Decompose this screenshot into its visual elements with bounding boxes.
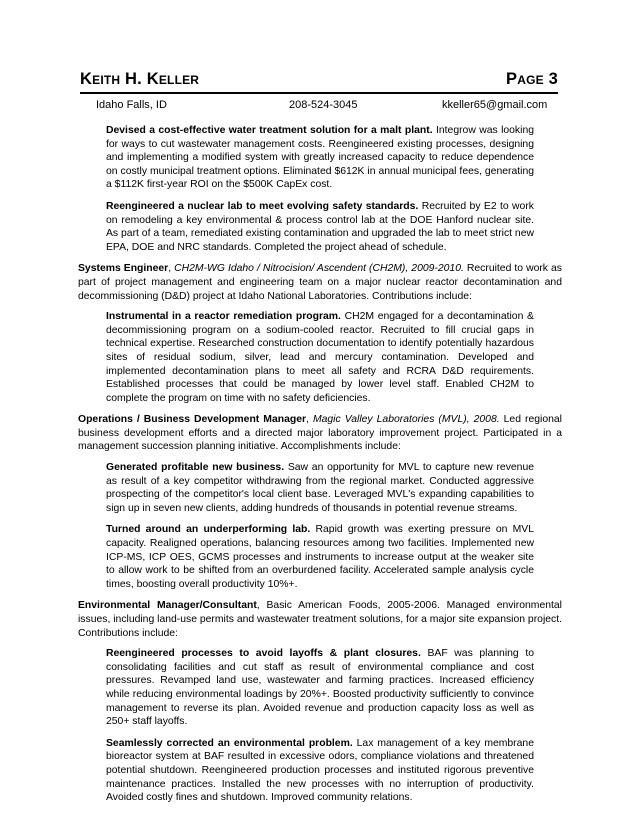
accomplishment-text: CH2M engaged for a decontamination & decommissioning program on a sodium-cooled reactor. Recruited to fill crucial gaps in technical expertise. Researched construction documentation to identify potentially hazardous sites of residual sodium, silver, lead and mercury contamination. Developed and implemented decontamination plans to meet all safety and RCRA D&D requirements. Established processes that could be managed by lower level staff. Enabled CH2M to complete the program on time with no safety deficiencies. bbox=[106, 311, 534, 404]
accomplishment-text: Lax management of a key membrane bioreactor system at BAF resulted in excessive odors, compliance violations and threatened potential shutdown. Reengineered production processes and instituted rigorous preventive maintenance practices. Installed the new processes with no interruption of productivity. Avoided costly fines and shutdown. Improved community relations. bbox=[106, 737, 534, 804]
job-title: Systems Engineer bbox=[78, 263, 169, 275]
job-environmental-manager bbox=[78, 599, 562, 804]
accomplishment-item bbox=[106, 200, 534, 254]
resume-body bbox=[78, 124, 562, 813]
accomplishment-text: Integrow was looking for ways to cut wastewater management costs. Reengineered existing processes, designing and implementing a modified system with greatly increased capacity to reduce dependence on costly municipal treatment options. Eliminated $612K in annual municipal fees, generating a $112K first-year ROI on the $500K CapEx cost. bbox=[106, 125, 534, 191]
accomplishment-heading: Reengineered processes to avoid layoffs & plant closures. bbox=[106, 648, 421, 660]
accomplishment-text: BAF was planning to consolidating facilities and cut staff as result of environmental compliance and cost pressures. Revamped land use, wastewater and farming practices. Increased efficiency while reducing environmental loadings by 20%+. Boosted productivity sufficiently to convince management to reverse its plan. Avoided revenue and production capacity loss as well as 250+ staff layoffs. bbox=[106, 648, 534, 728]
accomplishment-heading: Generated profitable new business. bbox=[106, 462, 285, 474]
page-number-label: Page 3 bbox=[506, 70, 558, 88]
accomplishment-heading: Turned around an underperforming lab. bbox=[106, 524, 311, 536]
job-description: Systems Engineer, CH2M-WG Idaho / Nitrocision/ Ascendent (CH2M), 2009-2010. Recruited to work as part of project management and engineering team on a major nuclear reactor decontamination and decommissioning (D&D) project at Idaho National Laboratories. Contributions include: bbox=[78, 263, 562, 302]
contact-phone: 208-524-3045 bbox=[289, 99, 358, 111]
accomplishment-text: Recruited by E2 to work on remodeling a key environmental & process control lab at the DOE Hanford nuclear site. As part of a team, remediated existing contamination and upgraded the lab to meet strict new EPA, DOE and NRC standards. Completed the project ahead of schedule. bbox=[106, 200, 534, 253]
job-company: CH2M-WG Idaho / Nitrocision/ Ascendent (CH2M), 2009-2010. bbox=[174, 263, 464, 275]
accomplishment-heading: Devised a cost-effective water treatment solution for a malt plant. bbox=[106, 125, 433, 136]
continued-accomplishments bbox=[78, 124, 562, 254]
accomplishment-item bbox=[106, 310, 534, 405]
resume-header bbox=[80, 70, 558, 94]
job-company: Basic American Foods, 2005-2006. bbox=[266, 600, 440, 612]
job-operations-manager bbox=[78, 413, 562, 591]
accomplishment-heading: Reengineered a nuclear lab to meet evolving safety standards. bbox=[106, 200, 419, 212]
accomplishment-heading: Instrumental in a reactor remediation program. bbox=[106, 311, 341, 323]
accomplishment-text: Saw an opportunity for MVL to capture new revenue as result of a key competitor withdrawing from the regional market. Conducted aggressive prospecting of the competitor's local client base. Leveraged MVL's expanding capabilities to sign up in seven new clients, adding hundreds of thousands in potential revenue streams. bbox=[106, 462, 535, 514]
job-summary: Led regional business development efforts and a directed major laboratory improvement project. Participated in a management succession planning initiative. Accomplishments include: bbox=[78, 414, 562, 453]
job-systems-engineer bbox=[78, 262, 562, 405]
accomplishment-heading: Seamlessly corrected an environmental problem. bbox=[106, 737, 353, 749]
accomplishment-item bbox=[106, 647, 534, 729]
accomplishment-item bbox=[106, 124, 534, 192]
job-title: Operations / Business Development Manager bbox=[78, 414, 307, 426]
accomplishment-item bbox=[106, 461, 534, 515]
candidate-name: Keith H. Keller bbox=[80, 70, 200, 88]
job-title: Environmental Manager/Consultant bbox=[78, 600, 257, 612]
job-summary: Managed environmental issues, including land-use permits and wastewater treatment solutions, for a major site expansion project. Contributions include: bbox=[78, 600, 562, 639]
accomplishment-item bbox=[106, 523, 534, 591]
job-company: Magic Valley Laboratories (MVL), 2008. bbox=[312, 414, 500, 426]
accomplishment-text: Rapid growth was exerting pressure on MVL capacity. Realigned operations, balancing resources among two facilities. Implemented new ICP-MS, ICP OES, GCMS processes and instruments to increase output at the weaker site to allow work to be shifted from an overburdened facility. Accelerated sample analysis cycle times, boosting overall productivity 10%+. bbox=[106, 524, 534, 590]
job-summary: Recruited to work as part of project management and engineering team on a major nuclear reactor decontamination and decommissioning (D&D) project at Idaho National Laboratories. Contributions include: bbox=[78, 263, 562, 302]
job-description: Environmental Manager/Consultant, Basic American Foods, 2005-2006. Managed environmental issues, including land-use permits and wastewater treatment solutions, for a major site expansion project. Contributions include: bbox=[78, 600, 562, 639]
accomplishment-item bbox=[106, 737, 534, 805]
contact-email[interactable]: kkeller65@gmail.com bbox=[442, 99, 548, 111]
contact-location: Idaho Falls, ID bbox=[96, 99, 167, 111]
job-description: Operations / Business Development Manager, Magic Valley Laboratories (MVL), 2008. Led regional business development efforts and a directed major laboratory improvement project. Participated in a management succession planning initiative. Accomplishments include: bbox=[78, 414, 562, 453]
